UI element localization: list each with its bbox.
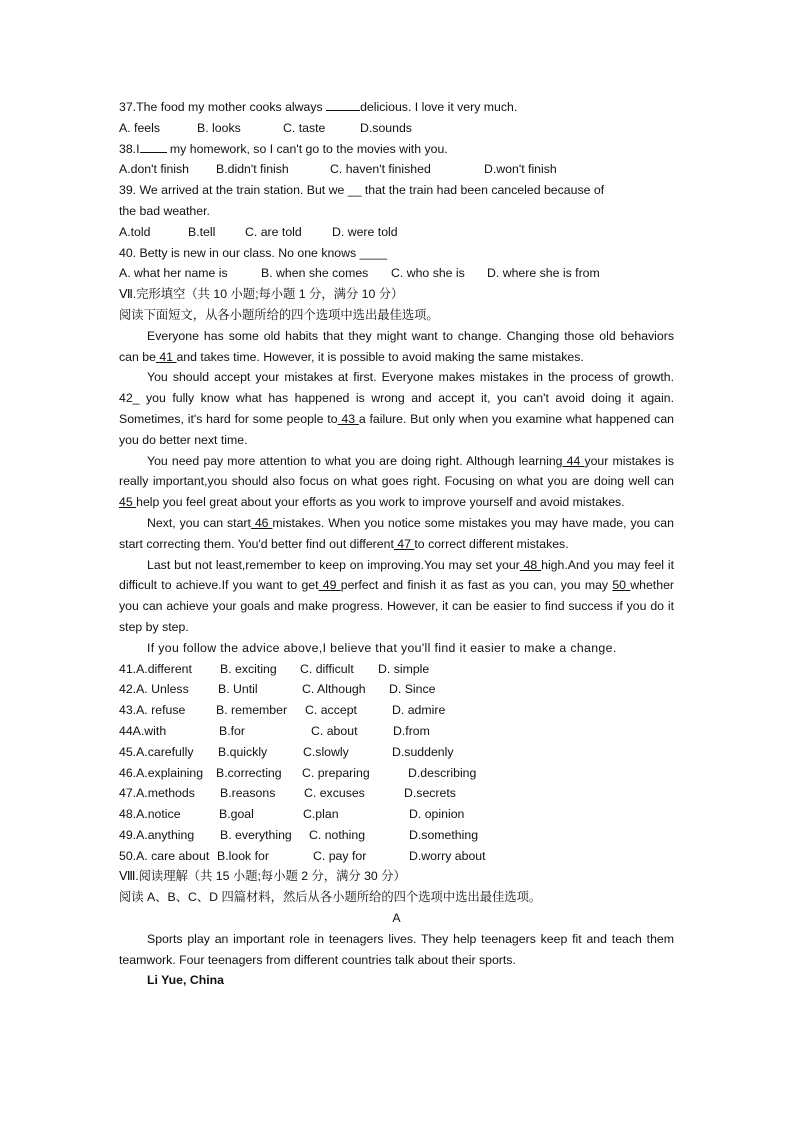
option-c: C.plan xyxy=(303,807,339,822)
question-39-options xyxy=(119,222,674,243)
option-b: B.tell xyxy=(188,224,216,239)
option-b: B.didn't finish xyxy=(216,162,289,177)
text-span: a failure. But only when you examine what happened can you do better next time. xyxy=(119,411,674,447)
text-span: You need pay more attention to what you are doing right. Although learning xyxy=(147,453,563,468)
cloze-option-row-47 xyxy=(119,783,674,804)
option-d: D. admire xyxy=(392,703,446,718)
cloze-paragraph-5 xyxy=(119,555,674,638)
question-39-stem-line1: 39. We arrived at the train station. But we __ that the train had been canceled because of xyxy=(119,183,605,198)
option-d: D. were told xyxy=(332,224,398,239)
cloze-option-row-44 xyxy=(119,721,674,742)
cloze-paragraph-2 xyxy=(119,367,674,450)
option-c: C. taste xyxy=(283,120,326,135)
cloze-option-row-45 xyxy=(119,742,674,763)
option-d: D.won't finish xyxy=(484,162,557,177)
question-37-options xyxy=(119,118,674,139)
answer-blank xyxy=(140,140,167,153)
option-b: B.look for xyxy=(217,848,269,863)
question-40-stem: 40. Betty is new in our class. No one knows ____ xyxy=(119,245,387,260)
cloze-option-row-49 xyxy=(119,825,674,846)
option-b: B. looks xyxy=(197,120,241,135)
cloze-option-row-43 xyxy=(119,700,674,721)
blank-43: 43 xyxy=(337,411,359,426)
section-8-instruction: 阅读 A、B、C、D 四篇材料，然后从各小题所给的四个选项中选出最佳选项。 xyxy=(119,890,542,905)
option-d: D. simple xyxy=(378,661,430,676)
passage-label: A xyxy=(392,911,401,926)
text-span: help you feel great about your efforts as you work to improve yourself and avoid mistakes. xyxy=(136,495,625,510)
section-8-heading: Ⅷ.阅读理解（共 15 小题;每小题 2 分，满分 30 分） xyxy=(119,869,406,884)
option-b: B.reasons xyxy=(220,786,276,801)
q37-stem-a: 37.The food my mother cooks always xyxy=(119,100,327,114)
option-d: D.describing xyxy=(408,765,477,780)
text-span: whether you can achieve your goals and make progress. However, it can be easier to find success if you do it step by step. xyxy=(119,578,674,634)
option-d: D.from xyxy=(393,723,430,738)
text-span: Last but not least,remember to keep on improving.You may set your xyxy=(147,557,520,572)
cloze-paragraph-1 xyxy=(119,326,674,368)
text-span: perfect and finish it as fast as you can, you may xyxy=(340,578,609,593)
blank-50: 50 xyxy=(612,578,631,593)
option-c: C. pay for xyxy=(313,848,367,863)
option-b: B. remember xyxy=(216,703,288,718)
option-c: C. haven't finished xyxy=(330,162,431,177)
blank-46: 46 xyxy=(250,515,273,530)
text-span: You should accept your mistakes at first. Everyone makes mistakes in the process of growth. 42_ you fully know what has happened is wrong and accept it, you can't avoid doing it again. Sometimes, it's hard for some people to xyxy=(119,370,674,426)
option-b: B. when she comes xyxy=(261,266,369,281)
blank-47: 47 xyxy=(393,536,415,551)
option-a: 50.A. care about xyxy=(119,848,210,863)
text-span: to correct different mistakes. xyxy=(414,536,569,551)
option-a: A.told xyxy=(119,224,151,239)
question-38-stem xyxy=(119,139,674,160)
option-a: 46.A.explaining xyxy=(119,765,204,780)
option-a: 42.A. Unless xyxy=(119,682,189,697)
option-d: D.something xyxy=(409,827,479,842)
option-b: B. Until xyxy=(218,682,258,697)
option-a: A. what her name is xyxy=(119,266,228,281)
option-c: C. excuses xyxy=(304,786,365,801)
question-39-stem-line2: the bad weather. xyxy=(119,203,210,218)
cloze-option-row-46 xyxy=(119,763,674,784)
option-d: D.sounds xyxy=(360,120,412,135)
speaker-name: Li Yue, China xyxy=(147,973,224,988)
q38-stem-a: 38.I xyxy=(119,141,140,156)
option-c: C. nothing xyxy=(309,827,366,842)
question-40-options xyxy=(119,263,674,284)
answer-blank xyxy=(326,98,360,111)
text-span: your mistakes is really important,you should also focus on what goes right. Focusing on what you are doing well can xyxy=(119,453,675,489)
cloze-option-row-41 xyxy=(119,659,674,680)
option-c: C.slowly xyxy=(303,744,349,759)
option-a: A. feels xyxy=(119,120,161,135)
cloze-paragraph-3 xyxy=(119,451,674,513)
option-b: B. exciting xyxy=(220,661,277,676)
cloze-options-list xyxy=(119,659,674,867)
option-a: 48.A.notice xyxy=(119,807,181,822)
option-d: D. Since xyxy=(389,682,436,697)
text-span: mistakes. When you notice some mistakes you may have made, you can start correcting them. You'd better find out different xyxy=(119,515,674,551)
option-c: C. preparing xyxy=(302,765,370,780)
cloze-option-row-48 xyxy=(119,804,674,825)
option-c: C. are told xyxy=(245,224,302,239)
option-a: 44A.with xyxy=(119,723,167,738)
cloze-paragraph-6: If you follow the advice above,I believe that you'll find it easier to make a change. xyxy=(147,640,617,655)
option-a: 43.A. refuse xyxy=(119,703,186,718)
option-d: D.secrets xyxy=(404,786,456,801)
cloze-option-row-50 xyxy=(119,846,674,867)
text-span: Everyone has some old habits that they might want to change. Changing those old behaviors can be xyxy=(119,328,674,364)
blank-49: 49 xyxy=(318,578,341,593)
exam-page xyxy=(119,97,674,991)
option-a: 47.A.methods xyxy=(119,786,195,801)
option-b: B.quickly xyxy=(218,744,268,759)
text-span: high.And you may feel it difficult to achieve.If you want to get xyxy=(119,557,674,593)
option-a: 41.A.different xyxy=(119,661,192,676)
option-c: C. difficult xyxy=(300,661,354,676)
section-7-heading: Ⅶ.完形填空（共 10 小题;每小题 1 分，满分 10 分） xyxy=(119,287,404,302)
option-c: C. about xyxy=(311,723,358,738)
section-7-instruction: 阅读下面短文，从各小题所给的四个选项中选出最佳选项。 xyxy=(119,307,439,322)
blank-45: 45 xyxy=(119,495,137,510)
question-37-stem xyxy=(119,97,674,118)
option-b: B.goal xyxy=(219,807,254,822)
text-span: Next, you can start xyxy=(147,515,251,530)
blank-41: 41 xyxy=(155,349,177,364)
option-d: D. where she is from xyxy=(487,266,600,281)
q38-stem-b: my homework, so I can't go to the movies with you. xyxy=(166,141,448,156)
option-a: A.don't finish xyxy=(119,162,190,177)
option-d: D.suddenly xyxy=(392,744,454,759)
option-c: C. accept xyxy=(305,703,357,718)
option-b: B. everything xyxy=(220,827,292,842)
cloze-paragraph-4 xyxy=(119,513,674,555)
blank-44: 44 xyxy=(562,453,585,468)
option-a: 49.A.anything xyxy=(119,827,195,842)
option-a: 45.A.carefully xyxy=(119,744,194,759)
blank-48: 48 xyxy=(519,557,542,572)
option-b: B.for xyxy=(219,723,245,738)
cloze-option-row-42 xyxy=(119,679,674,700)
option-d: D.worry about xyxy=(409,848,486,863)
option-c: C. Although xyxy=(302,682,366,697)
option-d: D. opinion xyxy=(409,807,465,822)
q37-stem-b: delicious. I love it very much. xyxy=(360,100,518,114)
reading-intro: Sports play an important role in teenagers lives. They help teenagers keep fit and teach them teamwork. Four teenagers from different countries talk about their sports. xyxy=(119,931,674,967)
option-b: B.correcting xyxy=(216,765,282,780)
text-span: and takes time. However, it is possible to avoid making the same mistakes. xyxy=(176,349,584,364)
question-38-options xyxy=(119,159,674,180)
option-c: C. who she is xyxy=(391,266,465,281)
